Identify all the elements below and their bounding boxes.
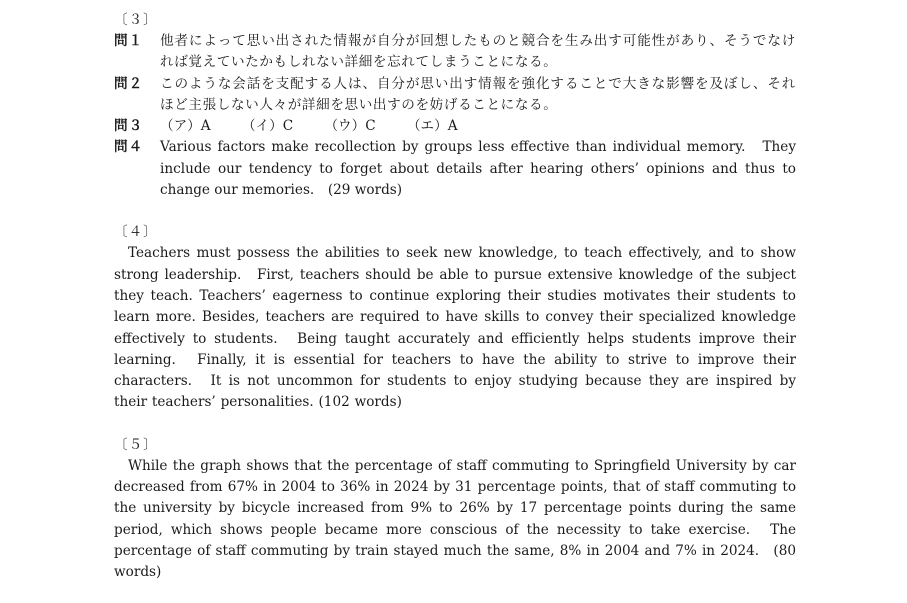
question-1-answer: 他者によって思い出された情報が自分が回想したものと競合を生み出す可能性があり、そうでなければ覚えていたかもしれない詳細を忘れてしまうことになる。 — [160, 33, 796, 71]
question-4-label: 問４ — [114, 139, 144, 156]
question-3 — [114, 116, 796, 137]
question-3-label: 問３ — [114, 118, 144, 135]
section-5-label: 〔５〕 — [114, 436, 158, 453]
question-2 — [114, 74, 796, 117]
spacer — [114, 414, 796, 435]
question-2-label: 問２ — [114, 75, 144, 92]
question-1 — [114, 31, 796, 74]
question-3-choices — [160, 116, 796, 137]
spacer — [114, 201, 796, 222]
choice-i: （イ）C — [241, 118, 294, 135]
answer-document — [114, 10, 796, 584]
section-5-essay: While the graph shows that the percentage of staff commuting to Springfield University by car decreased from 67% in 2004 to 36% in 2024 by 31 percentage points, that of staff commuting to the university by bicycle increased from 9% to 26% by 17 percentage points during the same period, which shows people became more conscious of the necessity to take exercise. The percentage of staff commuting by train stayed much the same, 8% in 2004 and 7% in 2024. (80 words) — [114, 457, 796, 581]
choice-u: （ウ）C — [324, 118, 376, 135]
section-4-label: 〔４〕 — [114, 224, 158, 241]
question-4-answer: Various factors make recollection by groups less effective than individual memory. They include our tendency to forget about details after hearing others’ opinions and thus to change our memories. (29 words) — [160, 139, 796, 199]
section-3-label: 〔３〕 — [114, 12, 158, 28]
question-2-answer: このような会話を支配する人は、自分が思い出す情報を強化することで大きな影響を及ぼし、それほど主張しない人々が詳細を思い出すのを妨げることになる。 — [160, 75, 796, 113]
question-1-label: 問１ — [114, 33, 144, 49]
choice-e: （エ）A — [406, 118, 458, 135]
choice-a: （ア）A — [160, 118, 211, 135]
question-4 — [114, 137, 796, 201]
section-4-essay: Teachers must possess the abilities to seek new knowledge, to teach effectively, and to show strong leadership. First, teachers should be able to pursue extensive knowledge of the subject they teach. Teachers’ eagerness to continue exploring their studies motivates their students to learn more. Besides, teachers are required to have skills to convey their specialized knowledge effectively to students. Being taught accurately and efficiently helps students improve their learning. Finally, it is essential for teachers to have the ability to strive to improve their characters. It is not uncommon for students to enjoy studying because they are inspired by their teachers’ personalities. (102 words) — [114, 245, 796, 411]
